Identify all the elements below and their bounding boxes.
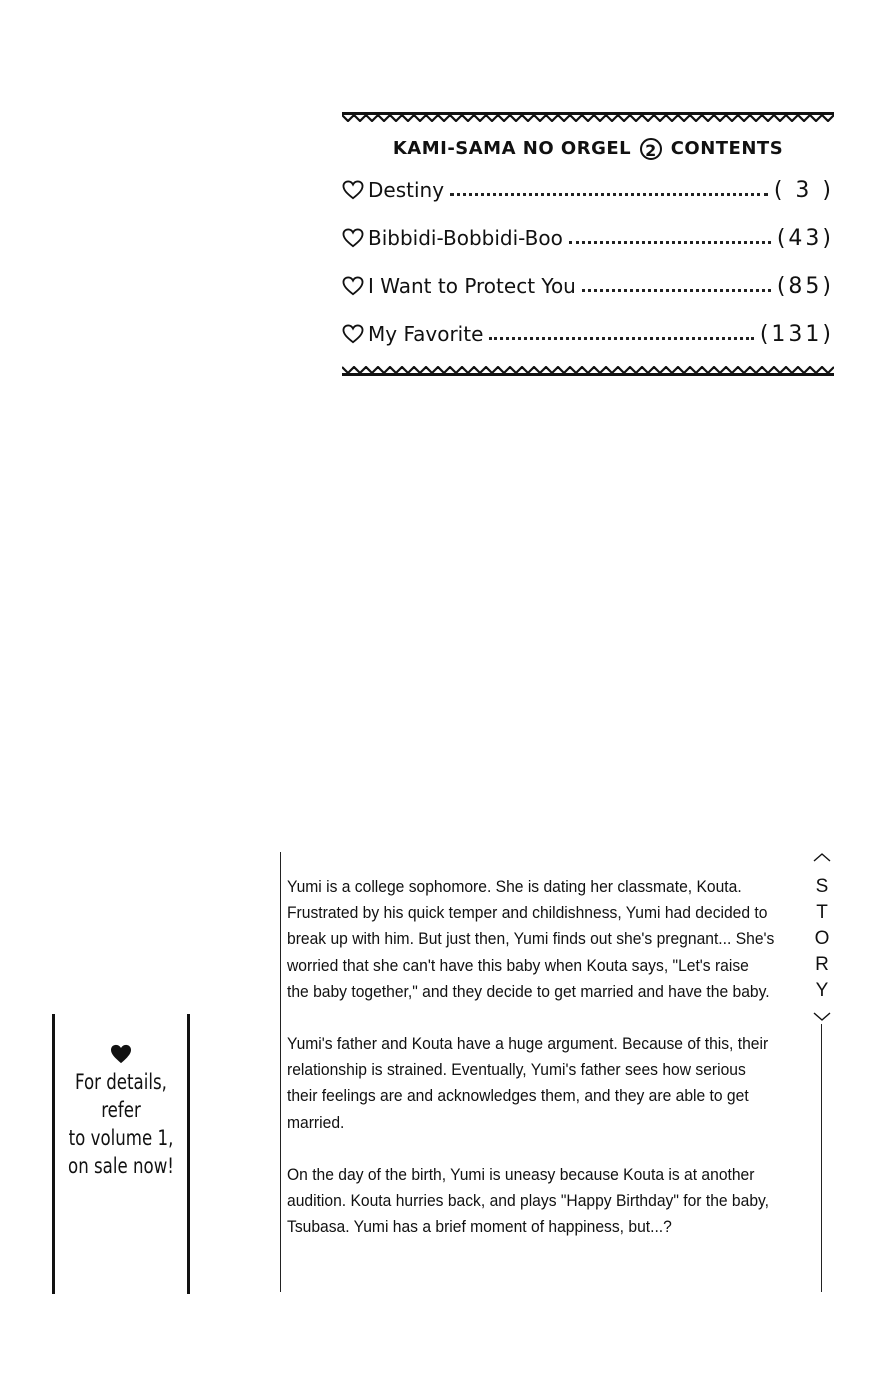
story-letter: Y: [815, 980, 829, 1001]
dot-leader: [489, 337, 753, 340]
dot-leader: [450, 193, 768, 196]
heart-outline-icon: [342, 228, 364, 248]
story-paragraph: On the day of the birth, Yumi is uneasy because Kouta is at another audition. Kouta hurries back, and plays "Happy Birthday" for the baby, Tsubasa. Yumi has a brief moment of happiness, but...?: [287, 1164, 770, 1237]
zigzag-border-bottom: [342, 366, 834, 376]
contents-entry-page: (85): [776, 273, 834, 299]
contents-entry-page: (131): [759, 321, 834, 347]
story-letter: S: [815, 876, 829, 897]
story-vertical-letters: [812, 874, 832, 1004]
heart-icon: [110, 1044, 132, 1064]
zigzag-border-top: [342, 112, 834, 122]
chevron-down-icon: [813, 1012, 831, 1022]
heart-outline-icon: [342, 180, 364, 200]
contents-entry-page: (43): [776, 225, 834, 251]
story-letter: O: [814, 928, 830, 949]
contents-label: CONTENTS: [670, 138, 784, 159]
volume-number-badge: 2: [640, 138, 662, 160]
story-letter: T: [816, 902, 828, 923]
chevron-up-icon: [813, 852, 831, 862]
story-paragraph: Yumi's father and Kouta have a huge argument. Because of this, their relationship is strained. Eventually, Yumi's father sees how serious their feelings are and acknowledges them, and they are able to get married.: [287, 1034, 769, 1132]
heart-outline-icon: [342, 324, 364, 344]
series-title: KAMI-SAMA NO ORGEL: [392, 138, 632, 159]
contents-entry-title: Bibbidi-Bobbidi-Boo: [368, 226, 563, 250]
volume-note-text: For details, refer to volume 1, on sale now!: [68, 1070, 174, 1178]
story-divider-line: [821, 1024, 822, 1292]
story-letter: R: [815, 954, 829, 975]
story-side-label: [812, 852, 832, 1292]
contents-entry-title: I Want to Protect You: [368, 274, 576, 298]
story-box: [280, 852, 826, 1292]
story-text: [287, 874, 775, 1266]
contents-entry: [342, 262, 834, 310]
dot-leader: [582, 289, 771, 292]
contents-entry: [342, 214, 834, 262]
contents-entry: [342, 310, 834, 358]
story-paragraph: Yumi is a college sophomore. She is dating her classmate, Kouta. Frustrated by his quick temper and childishness, Yumi had decided to break up with him. But just then, Yumi finds out she's pregnant... She's worried that she can't have this baby when Kouta says, "Let's raise the baby together," and they decide to get married and have the baby.: [287, 877, 775, 1001]
contents-list: [342, 166, 834, 358]
contents-entry-page: ( 3 ): [773, 177, 834, 203]
contents-entry-title: My Favorite: [368, 322, 484, 346]
dot-leader: [569, 241, 771, 244]
volume-note-box: [52, 1014, 190, 1294]
contents-entry: [342, 166, 834, 214]
contents-entry-title: Destiny: [368, 178, 445, 202]
heart-outline-icon: [342, 276, 364, 296]
contents-block: [342, 112, 834, 376]
contents-title: [342, 136, 834, 162]
